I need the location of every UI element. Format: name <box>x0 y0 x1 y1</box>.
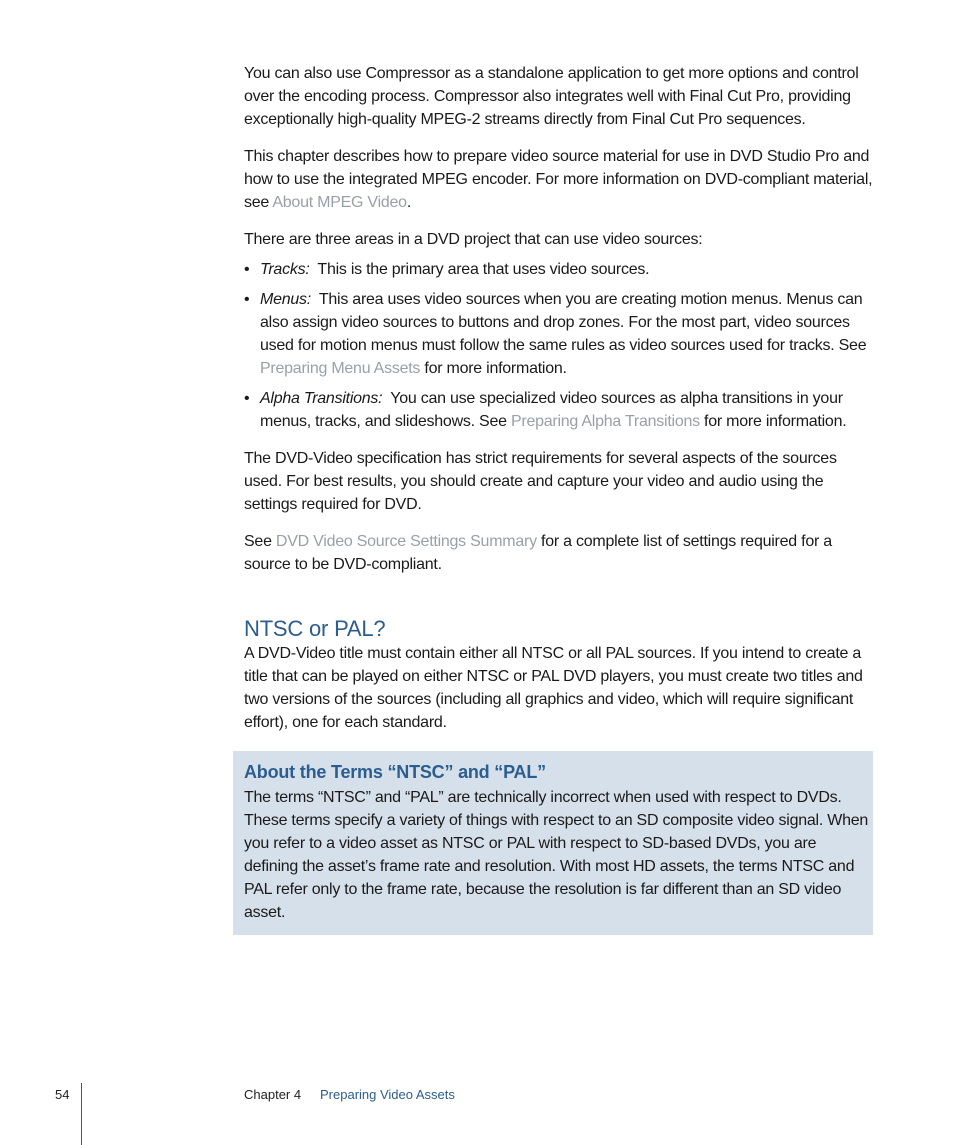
alpha-transitions-description: You can use specialized video sources as alpha transitions in your menus, tracks, and slideshows. See <box>260 390 843 430</box>
alpha-transitions-description-end: for more information. <box>699 413 847 430</box>
callout-body: The terms “NTSC” and “PAL” are technically incorrect when used with respect to DVDs. These terms specify a variety of things with respect to an SD composite video signal. When you refer to a video asset as NTSC or PAL with respect to SD-based DVDs, you are defining the asset’s frame rate and resolution. With most HD assets, the terms NTSC and PAL refer only to the frame rate, because the resolution is far different than an SD video asset. <box>244 789 869 921</box>
tracks-description: This is the primary area that uses video sources. <box>317 261 650 278</box>
list-item-menus <box>244 288 876 380</box>
page-number: 54 <box>55 1087 70 1102</box>
term-menus: Menus: <box>260 291 311 308</box>
menus-description-end: for more information. <box>420 360 567 377</box>
list-item-tracks <box>244 258 876 281</box>
spec-paragraph-1: The DVD-Video specification has strict requirements for several aspects of the sources used. For best results, you should create and capture your video and audio using the settings required for DVD. <box>244 450 837 513</box>
spec-paragraph-2-text: See <box>244 533 276 550</box>
about-mpeg-video-link[interactable]: About MPEG Video <box>272 194 407 211</box>
bullet-marker: • <box>244 390 250 407</box>
ntsc-pal-terms-callout <box>233 751 873 935</box>
dvd-video-source-settings-summary-link[interactable]: DVD Video Source Settings Summary <box>275 533 537 550</box>
preparing-alpha-transitions-link[interactable]: Preparing Alpha Transitions <box>510 413 700 430</box>
bullet-marker: • <box>244 261 250 278</box>
term-tracks: Tracks: <box>260 261 310 278</box>
chapter-title: Preparing Video Assets <box>320 1087 455 1102</box>
footer-divider <box>81 1083 82 1145</box>
preparing-menu-assets-link[interactable]: Preparing Menu Assets <box>260 360 421 377</box>
video-source-areas-list <box>244 258 876 433</box>
intro-paragraph-2-end: . <box>406 194 412 211</box>
list-item-alpha-transitions <box>244 387 876 433</box>
spec-paragraph-2 <box>244 530 876 576</box>
main-content <box>244 62 876 748</box>
ntsc-or-pal-body: A DVD-Video title must contain either all NTSC or all PAL sources. If you intend to create a title that can be played on either NTSC or PAL DVD players, you must create two titles and two versions of the sources (including all graphics and video, which will require significant effort), one for each standard. <box>244 645 863 731</box>
ntsc-or-pal-heading: NTSC or PAL? <box>244 616 386 641</box>
intro-paragraph-1: You can also use Compressor as a standalone application to get more options and control over the encoding process. Compressor also integrates well with Final Cut Pro, providing exceptionally high-quality MPEG-2 streams directly from Final Cut Pro sequences. <box>244 65 859 128</box>
term-alpha-transitions: Alpha Transitions: <box>260 390 383 407</box>
intro-paragraph-2 <box>244 145 876 214</box>
spec-paragraph-2-end: for a complete list of settings required for a source to be DVD-compliant. <box>244 533 832 573</box>
intro-paragraph-3: There are three areas in a DVD project that can use video sources: <box>244 231 703 248</box>
chapter-label: Chapter 4 <box>244 1087 302 1102</box>
intro-paragraph-2-text: This chapter describes how to prepare video source material for use in DVD Studio Pro and how to use the integrated MPEG encoder. For more information on DVD-compliant material, see <box>244 148 873 211</box>
menus-description: This area uses video sources when you are creating motion menus. Menus can also assign video sources to buttons and drop zones. For the most part, video sources used for motion menus must follow the same rules as video sources used for tracks. See <box>260 291 867 354</box>
bullet-marker: • <box>244 291 250 308</box>
callout-heading: About the Terms “NTSC” and “PAL” <box>244 762 546 782</box>
